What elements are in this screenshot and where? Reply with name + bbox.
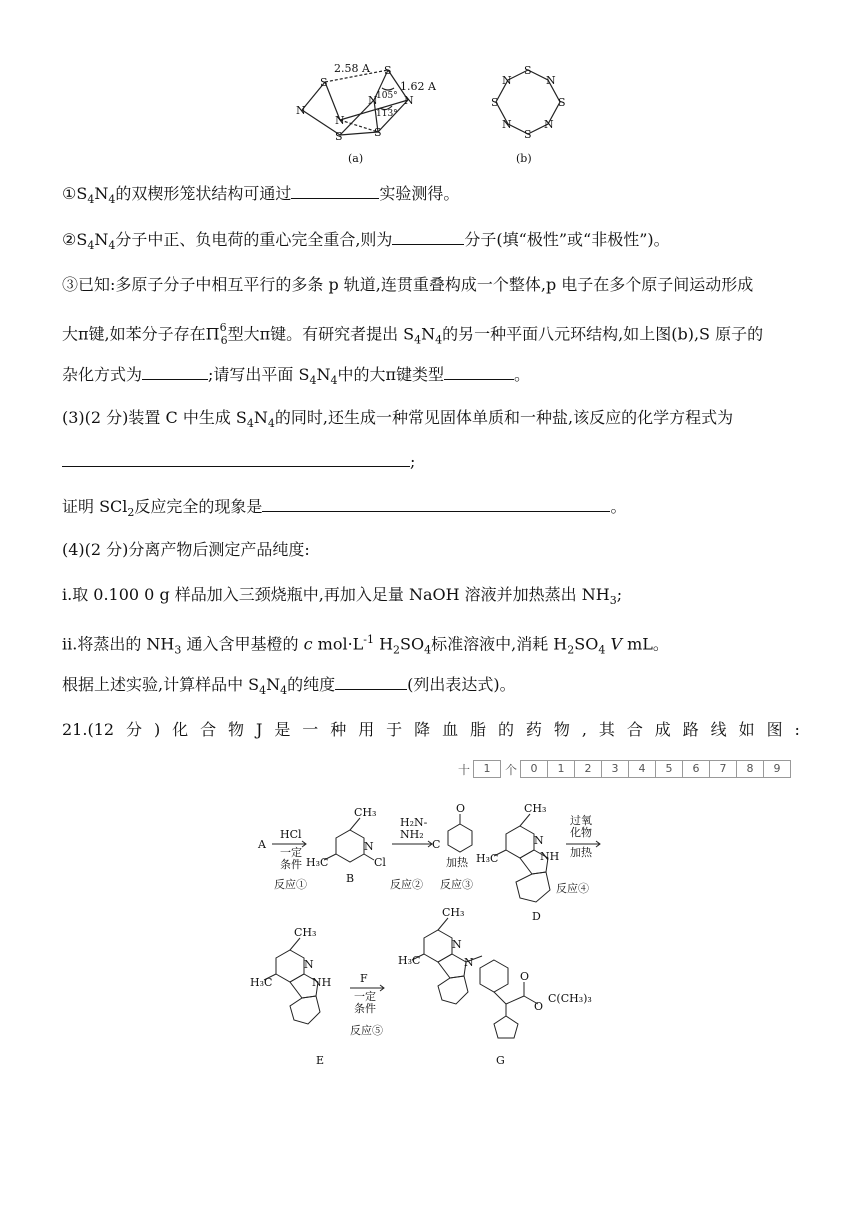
group-label: C(CH₃)₃ [548,992,592,1005]
heading-char: ) [153,720,161,739]
group-label: CH₃ [354,806,377,819]
heading-char: J [255,720,263,739]
digit-box[interactable]: 9 [763,760,791,778]
q4-line-4: 根据上述实验,计算样品中 $S_4N_4$的纯度 (列出表达式)。 [62,675,516,698]
q4-step-i: i.取 0.100 0 g 样品加入三颈烧瓶中,再加入足量 NaOH 溶液并加热蒸出 $NH_3$; [62,585,623,608]
reagent: NH₂ [400,828,424,841]
heading-char: 种 [330,720,347,739]
svg-text:S: S [491,96,499,109]
heading-char: 物 [553,720,570,739]
heading-char: 脂 [470,720,487,739]
caption-b: (b) [516,152,532,165]
s4n4-structure-figure [290,60,590,170]
condition: 化物 [570,826,592,839]
reaction-4: 反应④ [556,882,589,895]
atom-label: Cl [374,856,386,869]
heading-char: 其 [598,720,615,739]
atom-label: O [534,1000,544,1013]
heading-char: 合 [626,720,643,739]
heading-char: 于 [386,720,403,739]
svg-text:S: S [374,126,382,139]
atom-label: N [364,840,374,853]
digit-box[interactable]: 8 [736,760,764,778]
svg-text:S: S [384,64,392,77]
digit-box[interactable]: 6 [682,760,710,778]
angle-1: 105° [376,91,398,101]
svg-text:N: N [502,74,512,87]
reaction-5: 反应⑤ [350,1024,383,1037]
heading-char: 用 [358,720,375,739]
heading-char: 化 [172,720,189,739]
group-label: CH₃ [524,802,547,815]
heading-char: 合 [200,720,217,739]
reaction-1: 反应① [274,878,307,891]
atom-label: N [464,956,474,969]
q4-step-ii: ii.将蒸出的 $NH_3$ 通入含甲基橙的 c $mol\cdot L^{-1}$ $H_2SO_4$标准溶液中,消耗 $H_2SO_4$ V mL。 [62,633,669,657]
tens-box[interactable]: 1 [473,760,501,778]
q3-line-2: ; [62,452,415,472]
group-label: H₃C [306,856,329,869]
group-label: H₃C [398,954,421,967]
svg-text:N: N [502,118,512,131]
angle-2: 113° [376,109,398,119]
atom-label: O [456,802,466,815]
svg-text:S: S [558,96,566,109]
group-label: H₃C [250,976,273,989]
compound-g: G [496,1054,505,1067]
atom-label: N [452,938,462,951]
svg-text:S: S [524,64,532,77]
answer-blank[interactable] [444,365,514,380]
q2-line-5: 杂化方式为 ;请写出平面 $S_4N_4$中的大π键类型 。 [62,365,531,388]
condition: 加热 [570,846,592,859]
digit-box[interactable]: 3 [601,760,629,778]
answer-blank[interactable] [291,184,379,199]
group-label: CH₃ [442,906,465,919]
heading-char: 如 [738,720,755,739]
svg-text:S: S [524,128,532,141]
svg-text:S: S [335,130,343,143]
svg-text:N: N [335,114,345,127]
reaction-3: 反应③ [440,878,473,891]
answer-blank[interactable] [392,230,464,245]
reagent-hcl: HCl [280,828,302,841]
q3-line-1: (3)(2 分)装置 C 中生成 $S_4N_4$的同时,还生成一种常见固体单质和一种盐,该反应的化学方程式为 [62,408,734,431]
reagent: H₂N- [400,816,428,829]
heading-char: 成 [654,720,671,739]
caption-a: (a) [348,152,364,165]
bond-length-ss: 2.58 A [334,62,370,75]
heading-char: 降 [414,720,431,739]
compound-e: E [316,1054,325,1067]
heading-char: 血 [442,720,459,739]
group-label: CH₃ [294,926,317,939]
condition: 加热 [446,856,468,869]
reaction-2: 反应② [390,878,423,891]
digit-box[interactable]: 0 [520,760,548,778]
digit-box[interactable]: 4 [628,760,656,778]
q21-heading [62,720,800,740]
atom-label: O [520,970,530,983]
atom-label: N [534,834,544,847]
heading-char: 药 [525,720,542,739]
svg-text:N: N [544,118,554,131]
heading-char: 一 [302,720,319,739]
group-label: H₃C [476,852,499,865]
answer-blank[interactable] [262,497,610,512]
synthesis-scheme [250,800,630,1080]
heading-char: , [581,720,587,739]
tens-label: 十 [458,762,471,777]
q2-line-3: ③已知:多原子分子中相互平行的多条 p 轨道,连贯重叠构成一个整体,p 电子在多个原子间运动形成 [62,275,754,294]
condition: 一定 [354,990,376,1003]
heading-char: 物 [228,720,245,739]
heading-char: 的 [497,720,514,739]
svg-text:N: N [404,94,414,107]
heading-char: 21.(12 [62,720,115,739]
equation-blank[interactable] [62,452,410,467]
heading-char: 图 [766,720,783,739]
atom-label: NH [540,850,560,863]
q2-line-2: $②S_4N_4$分子中正、负电荷的重心完全重合,则为 分子(填“极性”或“非极性”)。 [62,230,670,253]
compound-b: B [346,872,355,885]
reagent-f: F [360,972,368,985]
answer-blank[interactable] [335,675,407,690]
svg-text:N: N [546,74,556,87]
answer-blank[interactable] [142,365,208,380]
score-bar [454,760,791,778]
compound-a: A [258,838,266,851]
compound-c: C [432,838,441,851]
atom-label: N [304,958,314,971]
digit-box[interactable]: 2 [574,760,602,778]
compound-d: D [532,910,541,923]
heading-char: 是 [274,720,291,739]
digit-box[interactable]: 5 [655,760,683,778]
digit-box[interactable]: 7 [709,760,737,778]
svg-text:S: S [320,76,328,89]
bond-length-sn: 1.62 A [400,80,436,93]
q2-line-1: $①S_4N_4$的双楔形笼状结构可通过 实验测得。 [62,184,460,207]
condition: 条件 [280,858,302,871]
condition: 过氧 [570,814,592,827]
q2-line-4: 大π键,如苯分子存在$\Pi^6_6$型大π键。有研究者提出 $S_4N_4$的另一种平面八元环结构,如上图(b),S 原子的 [62,321,764,347]
heading-char: 线 [710,720,727,739]
condition: 条件 [354,1002,376,1015]
heading-char: 分 [125,720,142,739]
svg-text:N: N [296,104,306,117]
q4-line-1: (4)(2 分)分离产物后测定产品纯度: [62,540,310,559]
digit-box[interactable]: 1 [547,760,575,778]
svg-text:N: N [368,94,378,107]
heading-char: 路 [682,720,699,739]
heading-char: : [794,720,800,739]
condition: 一定 [280,846,302,859]
atom-label: NH [312,976,332,989]
units-label: 个 [505,762,518,777]
q3-line-3: 证明 SCl$_2$反应完全的现象是 。 [62,497,627,520]
